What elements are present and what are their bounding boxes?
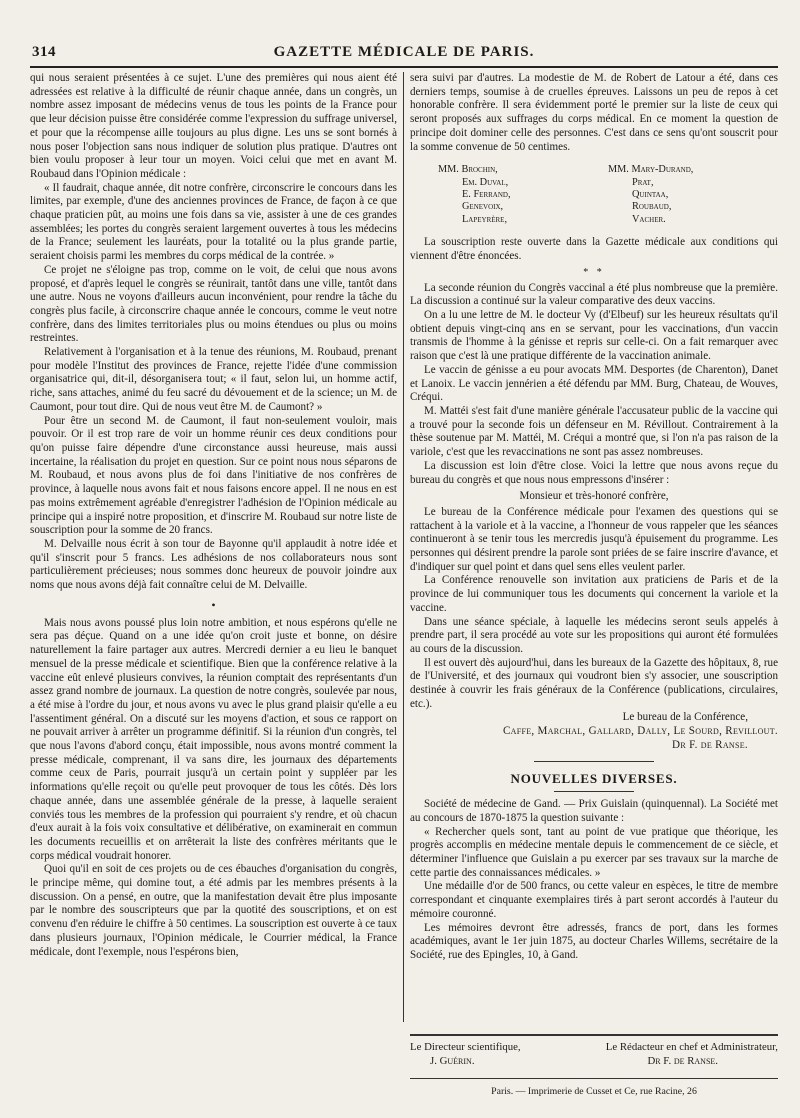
subscriber-name: Vacher.: [632, 213, 666, 225]
paragraph: La seconde réunion du Congrès vaccinal a été plus nombreuse que la première. La discussion a continué sur la valeur comparative des deux vaccins.: [410, 281, 778, 308]
paragraph: La souscription reste ouverte dans la Gazette médicale aux conditions qui viennent d'être énoncées.: [410, 236, 778, 262]
footer-divider: [410, 1034, 778, 1036]
subscriber-list: [438, 164, 778, 226]
journal-title: GAZETTE MÉDICALE DE PARIS.: [273, 44, 535, 60]
letter-signature: Dr F. de Ranse.: [672, 738, 748, 751]
director-title: Le Directeur scientifique,: [410, 1041, 521, 1053]
page-header: [30, 44, 778, 68]
section-stars: * *: [583, 266, 605, 278]
paragraph: qui nous seraient présentées à ce sujet. L'une des premières qui nous aient été adressées est relative à la difficulté de réunir chaque année, dans un congrès, un nombre assez imposant de médecins venus de tous les points de la France pour que leur décision puisse être considérée comme l'expression du suffrage universel, et pour que la récompense aille toujours au plus digne. Les uns se sont bornés à nous poser l'objection sans nous indiquer de solution plus pratique. D'autres ont bien voulu proposer à leur tour un moyen. Voici celui que met en avant M. Roubaud dans l'Opinion médicale :: [30, 72, 397, 180]
subscriber-name: Roubaud,: [632, 201, 672, 213]
paragraph: Relativement à l'organisation et à la tenue des réunions, M. Roubaud, prenant pour modèle l'Institut des provinces de France, rejette l'idée d'une commission organisatrice qui, dit-il, désorganisera tout; « il faut, selon lui, un homme actif, riche, sans attaches, animé du feu sacré du dévouement et de la science; un M. de Caumont, pour tout dire. Qui de nous veut être M. de Caumont? »: [30, 346, 397, 413]
section-dot: •: [211, 597, 216, 612]
director-name: J. Guérin.: [430, 1055, 475, 1067]
subscriber-name: MM. Brochin,: [438, 164, 498, 176]
subscriber-name: E. Ferrand,: [462, 189, 511, 201]
subscriber-name: Em. Duval,: [462, 176, 509, 188]
editor-title: Le Rédacteur en chef et Administrateur,: [605, 1041, 778, 1053]
left-column: [30, 72, 397, 959]
printer-imprint: Paris. — Imprimerie de Cusset et Ce, rue Racine, 26: [491, 1086, 697, 1097]
paragraph: Il est ouvert dès aujourd'hui, dans les bureaux de la Gazette des hôpitaux, 8, rue de l'Université, et des journaux qui voudront bien s'y associer, une souscription destinée à couvrir les frais généraux de la Conférence (publications, circulaires, etc.).: [410, 656, 778, 710]
letter-closing: Le bureau de la Conférence,: [622, 711, 748, 724]
divider: [534, 761, 654, 762]
printer-divider: [410, 1078, 778, 1079]
editorial-footer: [410, 1040, 778, 1068]
paragraph: Quoi qu'il en soit de ces projets ou de ces ébauches d'organisation du congrès, le principe même, qui domine tout, a été admis par les membres présents à la discussion. On a pensé, en outre, que la manifestation devait être plus imposante par le nombre des souscripteurs que par la quotité des souscriptions, et on est convenu d'en réduire le chiffre à 50 centimes. La souscription est ouverte à ce taux dans plusieurs journaux, l'Opinion médicale, le Courrier médical, la France médicale, dont l'exemple, nous l'espérons bien,: [30, 863, 397, 958]
paragraph: La Conférence renouvelle son invitation aux praticiens de Paris et de la province de lui communiquer tous les documents qui concernent la variole et la vaccine.: [410, 574, 778, 614]
subscriber-name: MM. Mary-Durand,: [608, 164, 694, 176]
letter-signatories: Caffe, Marchal, Gallard, Dally, Le Sourd, Revillout.: [502, 725, 778, 738]
paragraph: Le vaccin de génisse a eu pour avocats MM. Desportes (de Charenton), Danet et Lanoix. Le vaccin jennérien a été défendu par MM. Burg, Chateau, de Wouves, Créqui.: [410, 363, 778, 404]
paragraph: Dans une séance spéciale, à laquelle les médecins seront seuls appelés à prendre part, il sera procédé au vote sur les propositions qui auront été formulées au cours de la discussion.: [410, 615, 778, 655]
paragraph: Le bureau de la Conférence médicale pour l'examen des questions qui se rattachent à la variole et à la vaccine, a l'honneur de vous rappeler que les séances continueront à se tenir tous les mercredis jusqu'à épuisement du programme. Les personnes qui désirent prendre la parole sont priées de se faire inscrire d'avance, et d'indiquer sur quel point et dans quel sens elles veulent parler.: [410, 505, 778, 573]
news-item: Société de médecine de Gand. — Prix Guislain (quinquennal). La Société met au concours de 1870-1875 la question suivante :: [410, 798, 778, 824]
paragraph: La discussion est loin d'être close. Voici la lettre que nous avons reçue du bureau du congrès et que nous nous empressons d'insérer :: [410, 459, 778, 486]
section-title: NOUVELLES DIVERSES.: [510, 770, 678, 786]
paragraph: sera suivi par d'autres. La modestie de M. de Robert de Latour a été, dans ces derniers temps, soumise à de cruelles épreuves. Laissons un peu de repos à cet honorable confrère. Il sera évidemment porté le premier sur la liste de ceux qui seront proposés aux suffrages du corps médical. En ce moment la question de principe doit dominer celle des personnes. C'est dans ce sens qu'ont souscrit pour la somme convenue de 50 centimes.: [410, 72, 778, 153]
subscriber-name: Lapeyrère,: [462, 213, 508, 225]
news-item: Les mémoires devront être adressés, francs de port, dans les formes académiques, avant le 1er juin 1875, au docteur Charles Willems, secrétaire de la Société, rue des Epingles, 10, à Gand.: [410, 921, 778, 961]
subscriber-name: Prat,: [632, 176, 654, 188]
column-divider: [403, 72, 404, 1022]
divider: [554, 791, 634, 792]
letter-salutation: Monsieur et très-honoré confrère,: [519, 490, 669, 503]
news-quote: « Rechercher quels sont, tant au point de vue pratique que théorique, les progrès accomplis en médecine mentale depuis le commencement de ce siècle, et déterminer l'influence que Guislain a pu exercer par ses travaux sur la marche de cette partie des connaissances médicales. »: [410, 825, 778, 879]
quote-paragraph: « Il faudrait, chaque année, dit notre confrère, circonscrire le concours dans les limites, par exemple, d'une des anciennes provinces de France, de façon à ce que chaque praticien pût, au moins une fois dans sa vie, assister à une de ces grandes assemblées; les portes du congrès seraient largement ouvertes à tous les médecins de la France; seulement les lauréats, pour la totalité ou la plus grande partie, seraient choisis parmi les membres du corps médical de la contrée. »: [30, 181, 397, 263]
paragraph: On a lu une lettre de M. le docteur Vy (d'Elbeuf) sur les heureux résultats qu'il obtient depuis vingt-cinq ans en se servant, pour les vaccinations, d'un vaccin transmis de l'homme à la génisse et repris sur celle-ci. On a fait remarquer avec raison que c'est là une pratique différente de la vaccination animale.: [410, 309, 778, 363]
paragraph: Ce projet ne s'éloigne pas trop, comme on le voit, de celui que nous avons proposé, et d'après lequel le congrès se réunirait, tantôt dans une ville, tantôt dans une autre. Nous ne voyons d'ailleurs aucun inconvénient, pour rendre la tâche du congrès plus facile, à circonscrire chaque année le concours, comme le veut notre confrère, dans des limites territoriales plus ou moins étendues ou plus ou moins restreintes.: [30, 263, 397, 345]
paragraph: Pour être un second M. de Caumont, il faut non-seulement vouloir, mais pouvoir. Or il est trop rare de voir un homme réunir ces deux conditions pour qu'on puisse faire dépendre d'une circonstance aussi heureuse, mais aussi incertaine, la réalisation du projet en question. Sur ce point nous nous séparons de M. Roubaud, et nous avons plus de foi dans l'initiative de nos confrères de province, à laquelle nous avons fait et nous faisons encore appel. Il ne nous en est pas moins extrêmement agréable d'enregistrer l'adhésion de l'Opinion médicale au principe qui a inspiré notre proposition, et d'inscrire M. Roubaud sur notre liste de souscription pour la somme de 20 francs.: [30, 414, 397, 537]
paragraph: M. Mattéi s'est fait d'une manière générale l'accusateur public de la vaccine qui a trouvé pour la seconde fois un défenseur en M. Révillout. Contrairement à la thèse soutenue par M. Mattéi, M. Créqui a montré que, si l'on n'a pas raison de la variole, c'est que les revaccinations ne sont pas assez nombreuses.: [410, 404, 778, 459]
page-number: 314: [32, 44, 56, 60]
subscriber-name: Genevoix,: [462, 201, 504, 213]
news-item: Une médaille d'or de 500 francs, ou cette valeur en espèces, le titre de membre correspondant et cinquante exemplaires tirés à part seront accordés à l'auteur du mémoire couronné.: [410, 880, 778, 920]
right-column: [410, 72, 778, 963]
editor-name: Dr F. de Ranse.: [647, 1055, 718, 1067]
paragraph: M. Delvaille nous écrit à son tour de Bayonne qu'il applaudit à notre idée et qu'il s'inscrit pour 5 francs. Les adhésions de nos collaborateurs nous sont particulièrement précieuses; nous sommes donc heureux de pouvoir joindre aux noms que nous avons déjà fait connaître celui de M. Delvaille.: [30, 537, 397, 592]
paragraph: Mais nous avons poussé plus loin notre ambition, et nous espérons qu'elle ne sera pas déçue. Quand on a une idée qu'on croit juste et bonne, on désire naturellement la faire partager aux autres. Mercredi dernier a eu lieu le banquet mensuel de la presse médicale et scientifique. Bien que la conférence relative à la vaccine eût enlevé plusieurs convives, la réunion comptait des représentants d'un assez grand nombre de journaux. La question de notre congrès, soulevée par nous, a été mise à l'ordre du jour, et nous avons vu avec le plus grand plaisir qu'elle a eu l'assentiment général. On a discuté sur les moyens d'action, et sous ce rapport on ne pouvait arriver à arrêter un programme définitif. Si la réunion d'un congrès, tel que nous l'avons d'abord conçu, était impossible, nous avons montré comment la presse médicale, comprenant, il va sans dire, les journaux des départements comme ceux de Paris, pourrait jusqu'à un certain point y suppléer par les informations qu'elle reçoit ou qu'elle peut provoquer de tous les côtés. Dès lors chaque année, dans une assemblée générale de la presse, à laquelle seraient conviés tous les membres de la profession qui pourraient s'y rendre, et où chacun d'eux aurait à la fois voix consultative et délibérative, on examinerait en commun les documents recueillis et on arrêterait la liste des confrères méritants que le corps médical voudrait honorer.: [30, 616, 397, 862]
subscriber-name: Quintaa,: [632, 189, 669, 201]
